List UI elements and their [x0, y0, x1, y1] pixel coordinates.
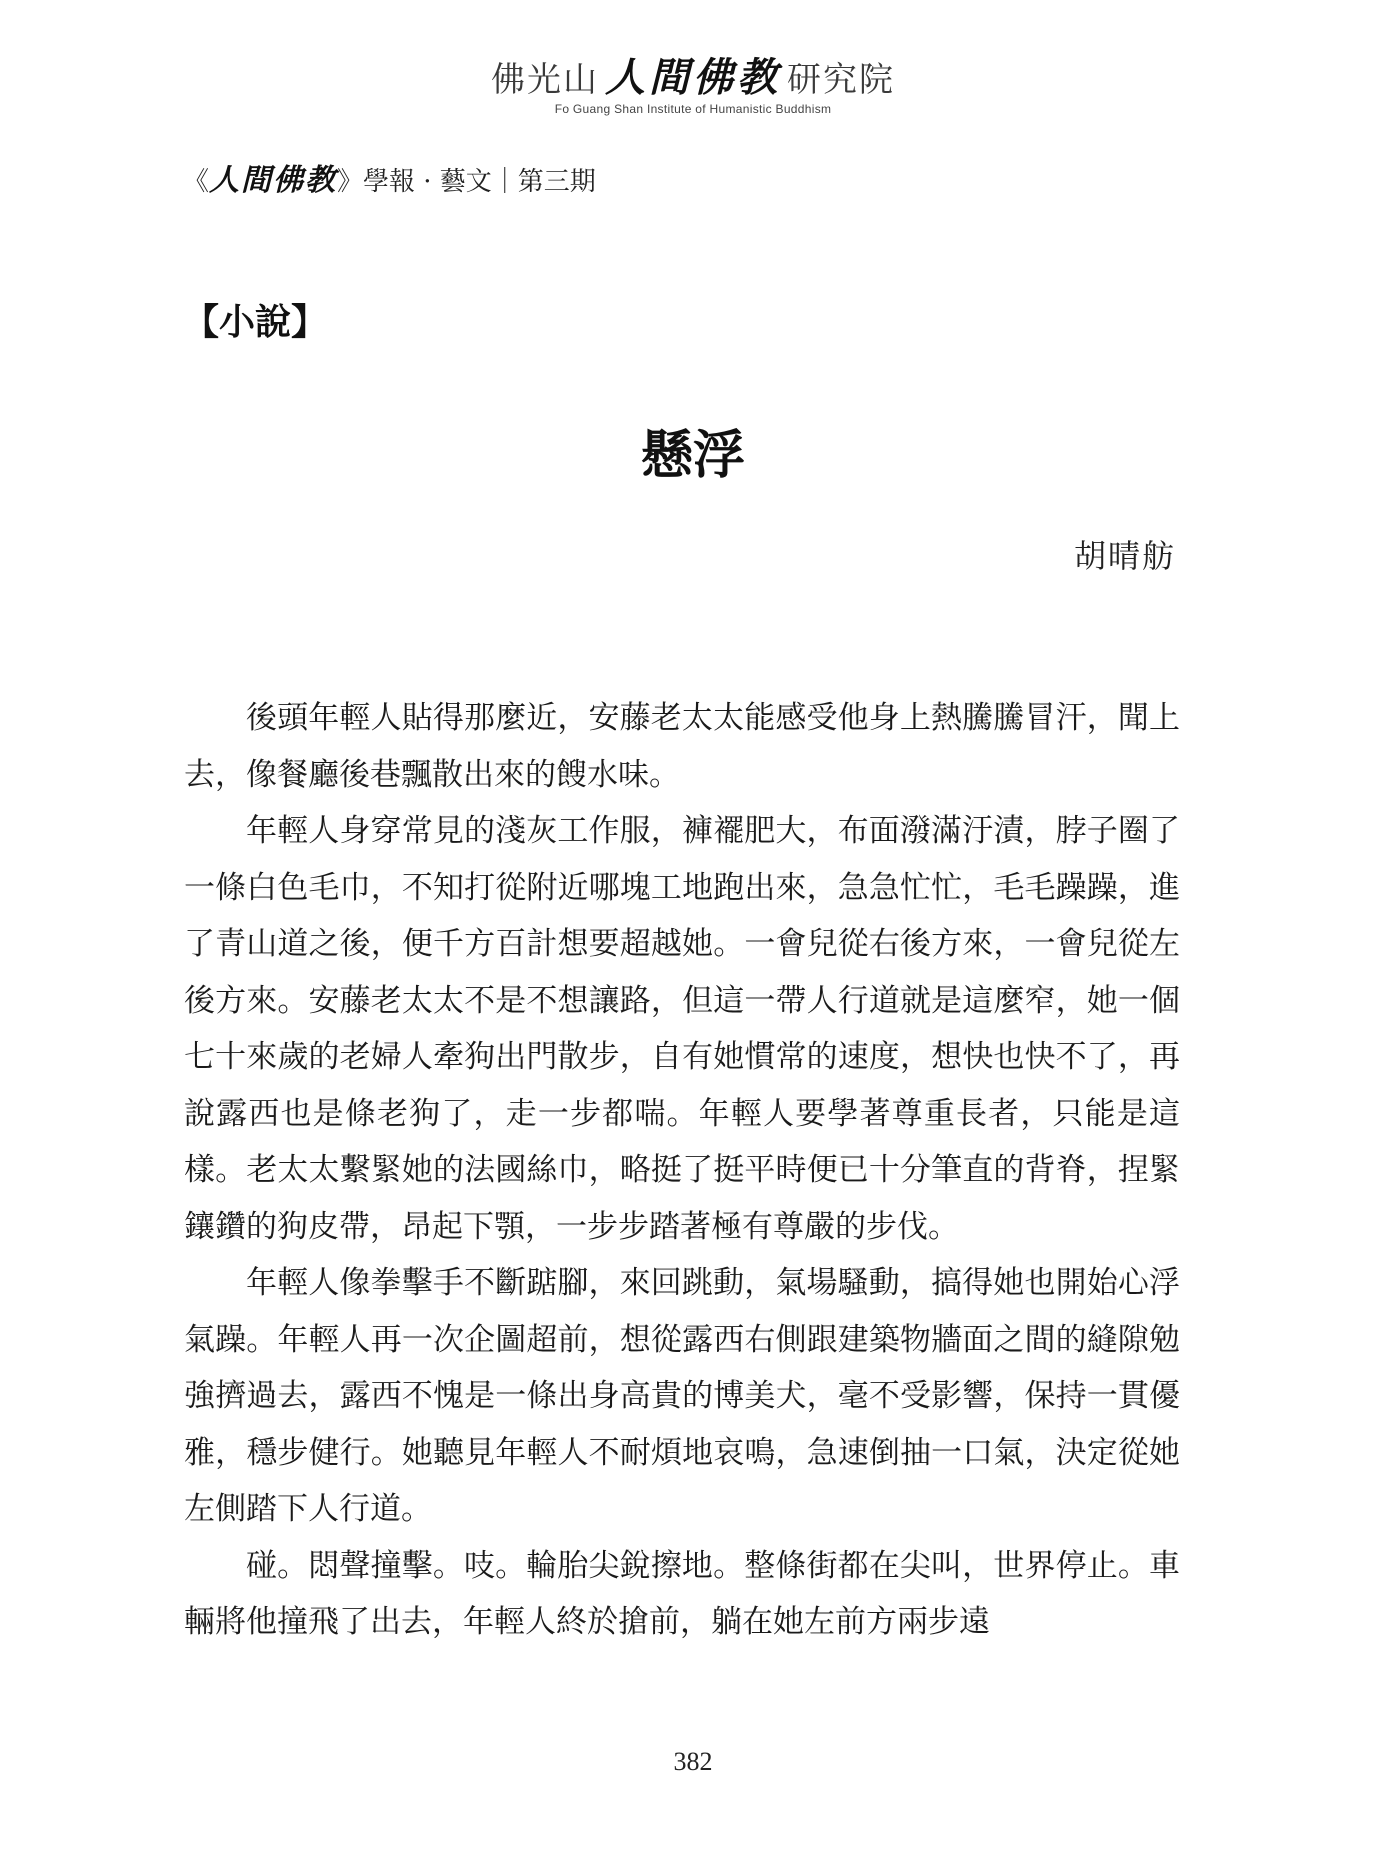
paragraph: 碰。悶聲撞擊。吱。輪胎尖銳擦地。整條街都在尖叫，世界停止。車輛將他撞飛了出去，年輕人終於搶前，躺在她左前方兩步遠 [184, 1547, 1180, 1640]
paragraph: 後頭年輕人貼得那麼近，安藤老太太能感受他身上熱騰騰冒汗，聞上去，像餐廳後巷飄散出來的餿水味。 [184, 700, 1180, 793]
article-title: 懸浮 [640, 425, 745, 486]
running-head-rest: 》學報 · 藝文｜第三期 [337, 167, 596, 197]
paragraph: 年輕人像拳擊手不斷踮腳，來回跳動，氣場騷動，搞得她也開始心浮氣躁。年輕人再一次企圖超前，想從露西右側跟建築物牆面之間的縫隙勉強擠過去，露西不愧是一條出身高貴的博美犬，毫不受影響，保持一貫優雅，穩步健行。她聽見年輕人不耐煩地哀鳴，急速倒抽一口氣，決定從她左側踏下人行道。 [184, 1265, 1180, 1527]
section-label: 【小說】 [183, 301, 328, 343]
institute-suffix: 研究院 [787, 60, 895, 100]
paragraph: 年輕人身穿常見的淺灰工作服，褲襬肥大，布面潑滿汙漬，脖子圈了一條白色毛巾，不知打從附近哪塊工地跑出來，急急忙忙，毛毛躁躁，進了青山道之後，便千方百計想要超越她。一會兒從右後方來，一會兒從左後方來。安藤老太太不是不想讓路，但這一帶人行道就是這麼窄，她一個七十來歲的老婦人牽狗出門散步，自有她慣常的速度，想快也快不了，再說露西也是條老狗了，走一步都喘。年輕人要學著尊重長者，只能是這樣。老太太繫緊她的法國絲巾，略挺了挺平時便已十分筆直的背脊，捏緊鑲鑽的狗皮帶，昂起下顎，一步步踏著極有尊嚴的步伐。 [184, 813, 1180, 1245]
article-author: 胡晴舫 [1073, 537, 1176, 575]
institute-name [0, 55, 1386, 101]
page-number: 382 [673, 1747, 713, 1776]
institute-prefix: 佛光山 [491, 60, 599, 100]
page-header [0, 55, 1386, 116]
article-body [184, 690, 1180, 1651]
running-head-open-bracket: 《 [183, 167, 210, 197]
institute-english-name: Fo Guang Shan Institute of Humanistic Buddhism [554, 102, 832, 116]
running-head [183, 164, 596, 199]
running-head-brand: 人間佛教 [209, 163, 338, 198]
institute-brand-logo: 人間佛教 [605, 55, 781, 101]
